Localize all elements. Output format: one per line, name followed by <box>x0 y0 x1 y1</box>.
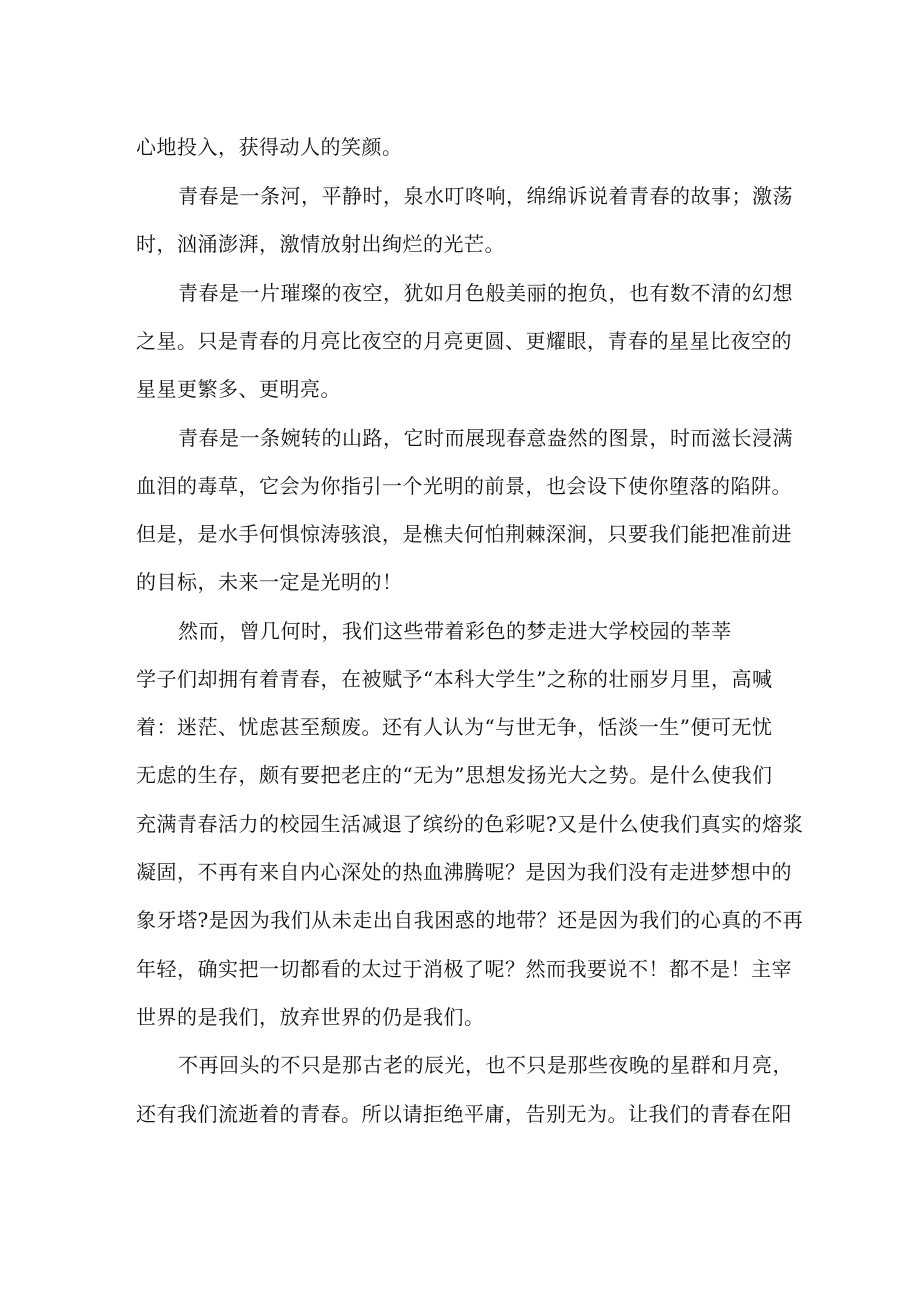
text-line: 无虑的生存，颇有要把老庄的“无为”思想发扬光大之势。是什么使我们 <box>136 763 773 787</box>
text-line: 但是，是水手何惧惊涛骇浪，是樵夫何怕荆棘深涧，只要我们能把准前进 <box>136 522 792 546</box>
text-line: 学子们却拥有着青春，在被赋予“本科大学生”之称的壮丽岁月里，高喊 <box>136 667 773 691</box>
text-line: 的目标，未来一定是光明的！ <box>136 570 403 594</box>
text-line: 还有我们流逝着的青春。所以请拒绝平庸，告别无为。让我们的青春在阳 <box>136 1102 792 1126</box>
text-line: 青春是一条河，平静时，泉水叮咚响，绵绵诉说着青春的故事；激荡 <box>178 184 793 208</box>
text-line: 不再回头的不只是那古老的辰光，也不只是那些夜晚的星群和月亮， <box>178 1053 793 1077</box>
text-line: 凝固，不再有来自内心深处的热血沸腾呢？是因为我们没有走进梦想中的 <box>136 860 792 884</box>
text-line: 时，汹涌澎湃，激情放射出绚烂的光芒。 <box>136 232 505 256</box>
text-line: 充满青春活力的校园生活减退了缤纷的色彩呢?又是什么使我们真实的熔浆 <box>136 812 804 836</box>
text-line: 血泪的毒草，它会为你指引一个光明的前景，也会设下使你堕落的陷阱。 <box>136 474 792 498</box>
text-line: 青春是一片璀璨的夜空，犹如月色般美丽的抱负，也有数不清的幻想 <box>178 281 793 305</box>
text-line: 世界的是我们，放弃世界的仍是我们。 <box>136 1005 485 1029</box>
text-line: 然而，曾几何时，我们这些带着彩色的梦走进大学校园的莘莘 <box>178 619 732 643</box>
text-line: 青春是一条婉转的山路，它时而展现春意盎然的图景，时而滋长浸满 <box>178 426 793 450</box>
text-line: 心地投入，获得动人的笑颜。 <box>136 135 403 159</box>
text-line: 星星更繁多、更明亮。 <box>136 377 341 401</box>
text-line: 之星。只是青春的月亮比夜空的月亮更圆、更耀眼，青春的星星比夜空的 <box>136 329 792 353</box>
text-line: 年轻，确实把一切都看的太过于消极了呢？然而我要说不！都不是！主宰 <box>136 957 792 981</box>
text-line: 象牙塔?是因为我们从未走出自我困惑的地带？还是因为我们的心真的不再 <box>136 908 804 932</box>
text-line: 着：迷茫、忧虑甚至颓废。还有人认为“与世无争，恬淡一生”便可无忧 <box>136 715 773 739</box>
